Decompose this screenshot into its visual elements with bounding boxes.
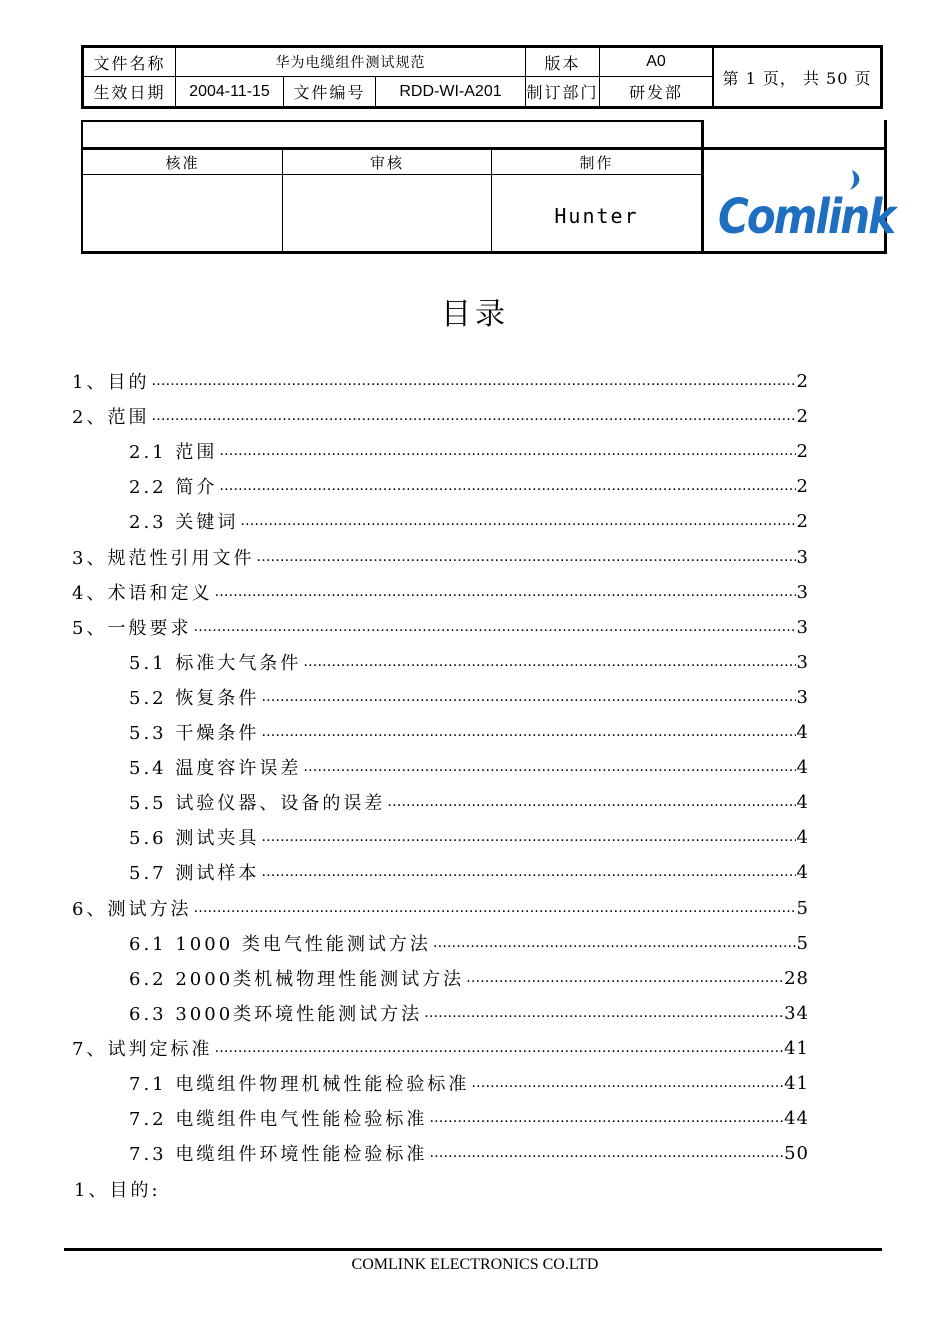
toc-entry[interactable] (72, 402, 809, 430)
toc-entry[interactable] (129, 929, 809, 957)
toc-leader-dots (429, 1145, 783, 1161)
toc-entry-text: 5、一般要求 (72, 618, 192, 639)
toc-leader-dots (471, 1075, 783, 1091)
toc-entry[interactable] (129, 999, 809, 1027)
toc-entry-text: 5.1 标准大气条件 (129, 653, 302, 674)
toc-entry[interactable] (129, 753, 809, 781)
toc-entry-text: 6.2 2000类机械物理性能测试方法 (129, 969, 465, 990)
toc-entry-page: 5 (796, 897, 809, 919)
toc-leader-dots (219, 443, 795, 459)
dept-value: 研发部 (628, 83, 683, 102)
toc-entry-text: 2、范围 (72, 407, 150, 428)
toc-entry-text: 5.3 干燥条件 (129, 723, 260, 744)
toc-entry-page: 5 (796, 932, 809, 954)
toc-leader-dots (429, 1110, 783, 1126)
doc-name-label: 文件名称 (93, 53, 166, 73)
toc-entry[interactable] (129, 683, 809, 711)
toc-entry-text: 5.6 测试夹具 (129, 828, 260, 849)
dept-label: 制订部门 (526, 83, 599, 102)
toc-entry-page: 41 (784, 1072, 809, 1094)
toc-entry[interactable] (129, 788, 809, 816)
toc-entry-page: 3 (796, 581, 809, 603)
review-label: 审核 (369, 153, 404, 172)
toc-leader-dots (261, 689, 795, 705)
toc-entry-page: 4 (796, 826, 809, 848)
toc-entry[interactable] (129, 1139, 809, 1167)
version-label: 版本 (544, 53, 581, 73)
toc-entry-text: 6.3 3000类环境性能测试方法 (129, 1004, 423, 1025)
toc-entry[interactable] (129, 507, 809, 535)
toc-entry-text: 2.2 简介 (129, 477, 218, 498)
toc-entry-text: 5.4 温度容许误差 (129, 758, 302, 779)
toc-leader-dots (261, 829, 795, 845)
toc-entry[interactable] (129, 823, 809, 851)
page-info: 第 1 页， 共 50 页 (722, 68, 872, 88)
effective-date-label: 生效日期 (93, 83, 166, 102)
toc-entry[interactable] (129, 858, 809, 886)
toc-entry-text: 5.5 试验仪器、设备的误差 (129, 793, 386, 814)
footer-company: COMLINK ELECTRONICS CO.LTD (351, 1256, 599, 1273)
toc-leader-dots (387, 794, 795, 810)
toc-entry-text: 6.1 1000 类电气性能测试方法 (129, 934, 431, 955)
author-value: Hunter (554, 204, 639, 228)
toc-leader-dots (151, 408, 795, 424)
toc-entry-text: 7、试判定标准 (72, 1039, 213, 1060)
toc-leader-dots (193, 619, 795, 635)
toc-leader-dots (214, 584, 795, 600)
toc-entry-text: 5.7 测试样本 (129, 863, 260, 884)
toc-entry-text: 7.3 电缆组件环境性能检验标准 (129, 1144, 428, 1165)
toc-entry-page: 2 (796, 440, 809, 462)
doc-name: 华为电缆组件测试规范 (275, 55, 426, 71)
toc-leader-dots (219, 478, 795, 494)
toc-entry-text: 2.1 范围 (129, 442, 218, 463)
toc-entry-text: 5.2 恢复条件 (129, 688, 260, 709)
version-value: A0 (646, 53, 666, 70)
toc-entry-page: 2 (796, 405, 809, 427)
toc-leader-dots (303, 759, 795, 775)
doc-number: RDD-WI-A201 (399, 82, 502, 100)
toc-entry[interactable] (129, 1069, 809, 1097)
toc-leader-dots (433, 935, 796, 951)
reviewer-value (283, 175, 491, 251)
approver-value (83, 175, 282, 251)
toc-leader-dots (261, 724, 795, 740)
toc-leader-dots (240, 513, 795, 529)
toc-entry[interactable] (72, 894, 809, 922)
toc-entry[interactable] (72, 543, 809, 571)
toc-entry-page: 2 (796, 370, 809, 392)
toc-entry-page: 3 (796, 686, 809, 708)
toc-entry[interactable] (129, 718, 809, 746)
toc-entry-page: 3 (796, 616, 809, 638)
author-label: 制作 (579, 153, 614, 172)
toc-entry-page: 4 (796, 721, 809, 743)
toc-leader-dots (424, 1005, 783, 1021)
toc-entry-text: 4、术语和定义 (72, 583, 213, 604)
comlink-logo (704, 150, 895, 251)
toc-leader-dots (303, 654, 795, 670)
toc-entry-page: 2 (796, 510, 809, 532)
toc-entry-page: 50 (784, 1142, 809, 1164)
toc-entry-page: 4 (796, 791, 809, 813)
toc-entry-page: 4 (796, 756, 809, 778)
footer-rule (64, 1248, 882, 1251)
toc-leader-dots (256, 549, 795, 565)
toc-entry-page: 3 (796, 651, 809, 673)
toc-leader-dots (466, 970, 783, 986)
toc-entry[interactable] (72, 367, 809, 395)
toc-entry[interactable] (129, 472, 809, 500)
toc-entry[interactable] (72, 578, 809, 606)
toc-entry-text: 7.2 电缆组件电气性能检验标准 (129, 1109, 428, 1130)
toc-entry[interactable] (72, 1034, 809, 1062)
doc-number-label: 文件编号 (293, 83, 366, 102)
toc-entry-text: 1、目的 (72, 372, 150, 393)
toc-leader-dots (151, 373, 795, 389)
toc-entry[interactable] (129, 648, 809, 676)
toc-entry-page: 41 (784, 1037, 809, 1059)
toc-leader-dots (214, 1040, 783, 1056)
toc-entry-page: 4 (796, 861, 809, 883)
toc-entry-page: 44 (784, 1107, 809, 1129)
toc-entry-text: 3、规范性引用文件 (72, 548, 255, 569)
toc-entry[interactable] (129, 964, 809, 992)
toc-entry[interactable] (72, 613, 809, 641)
toc-entry-text: 2.3 关键词 (129, 512, 239, 533)
toc-leader-dots (261, 864, 795, 880)
toc-leader-dots (193, 900, 795, 916)
toc-entry-text: 6、测试方法 (72, 899, 192, 920)
toc-title: 目录 (441, 297, 509, 332)
toc-entry-page: 28 (784, 967, 809, 989)
toc-entry-page: 2 (796, 475, 809, 497)
logo-text: Comlink (718, 187, 895, 244)
section-heading: 1、目的: (74, 1180, 161, 1201)
toc-entry-page: 34 (784, 1002, 809, 1024)
approve-label: 核准 (165, 153, 200, 172)
toc-entry[interactable] (129, 1104, 809, 1132)
effective-date: 2004-11-15 (189, 82, 270, 100)
toc-entry[interactable] (129, 437, 809, 465)
toc-entry-page: 3 (796, 546, 809, 568)
toc-entry-text: 7.1 电缆组件物理机械性能检验标准 (129, 1074, 470, 1095)
